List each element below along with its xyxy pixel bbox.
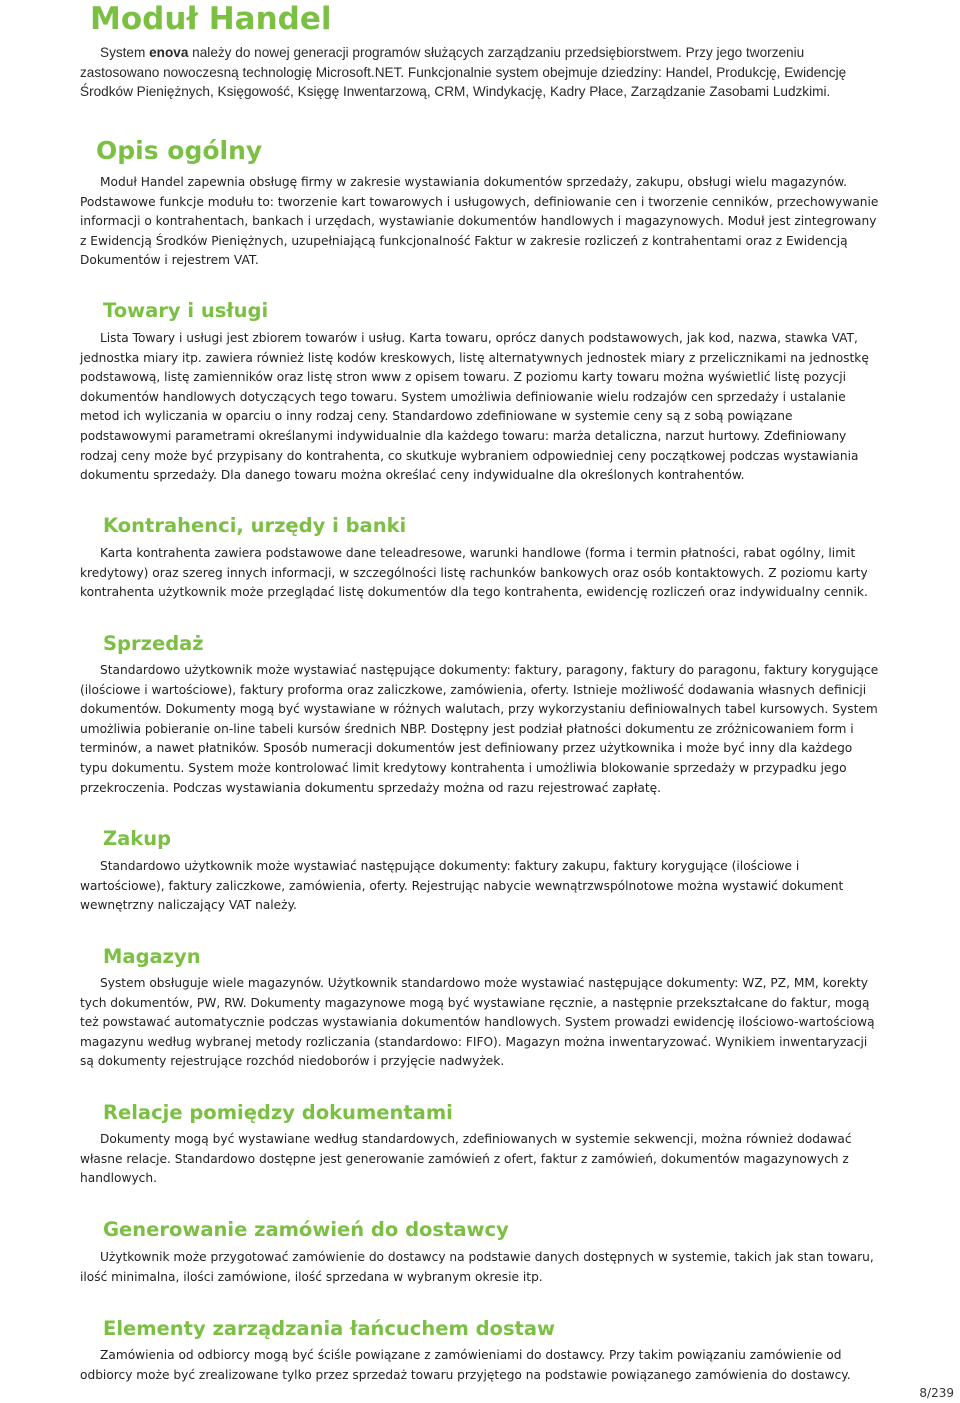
paragraph-magazyn: System obsługuje wiele magazynów. Użytkownik standardowo może wystawiać następujące dokumenty: WZ, PZ, MM, korekty tych dokumentów, PW, RW. Dokumenty magazynowe mogą być wystawiane ręcznie, a następnie przekształcane do faktur, mogą też powstawać automatycznie podczas wystawiania dokumentów handlowych. System prowadzi ewidencję ilościowo-wartościową magazynu według wybranej metody rozliczania (standardowo: FIFO). Magazyn można inwentaryzować. Wynikiem inwentaryzacji są dokumenty rejestrujące rozchód niedoborów i przyjęcie nadwyżek. bbox=[80, 976, 875, 1069]
intro-paragraph bbox=[80, 43, 880, 102]
page-number: 8/239 bbox=[919, 1386, 954, 1400]
heading-elementy-zarzadzania: Elementy zarządzania łańcuchem dostaw bbox=[103, 1317, 556, 1340]
heading-sprzedaz: Sprzedaż bbox=[103, 632, 204, 655]
paragraph-zakup: Standardowo użytkownik może wystawiać następujące dokumenty: faktury zakupu, faktury korygujące (ilościowe i wartościowe), faktury zaliczkowe, zamówienia, oferty. Rejestrując nabycie wewnątrzwspólnotowe można wystawić dokument wewnętrzny naliczający VAT należy. bbox=[80, 859, 844, 913]
intro-text: należy do nowej generacji programów służących zarządzaniu przedsiębiorstwem. Przy jego tworzeniu zastosowano nowoczesną technologię Microsoft.NET. Funkcjonalnie system obejmuje dziedziny: Handel, Produkcję, Ewidencję Środków Pieniężnych, Księgowość, Księgę Inwentarzową, CRM, Windykację, Kadry Płace, Zarządzanie Zasobami Ludzkimi. bbox=[80, 45, 847, 100]
heading-generowanie-zamowien: Generowanie zamówień do dostawcy bbox=[103, 1218, 509, 1241]
paragraph-relacje: Dokumenty mogą być wystawiane według standardowych, zdefiniowanych w systemie sekwencji, można również dodawać własne relacje. Standardowo dostępne jest generowanie zamówień z ofert, faktur z zamówień, dokumentów magazynowych z handlowych. bbox=[80, 1132, 852, 1186]
intro-brand: enova bbox=[149, 45, 189, 60]
paragraph-opis-ogolny: Moduł Handel zapewnia obsługę firmy w zakresie wystawiania dokumentów sprzedaży, zakupu, obsługi wielu magazynów. Podstawowe funkcje modułu to: tworzenie kart towarowych i usługowych, definiowanie cen i tworzenie cenników, przechowywanie informacji o kontrahentach, bankach i urzędach, wystawianie dokumentów handlowych i magazynowych. Moduł jest zintegrowany z Ewidencją Środków Pieniężnych, uzupełniającą funkcjonalność Faktur w zakresie rozliczeń z kontrahentami oraz z Ewidencją Dokumentów i rejestrem VAT. bbox=[80, 175, 879, 268]
heading-magazyn: Magazyn bbox=[103, 945, 201, 968]
heading-relacje: Relacje pomiędzy dokumentami bbox=[103, 1101, 453, 1124]
heading-zakup: Zakup bbox=[103, 827, 172, 850]
heading-towary-i-uslugi: Towary i usługi bbox=[103, 299, 269, 322]
heading-opis-ogolny: Opis ogólny bbox=[96, 136, 263, 165]
intro-prefix: System bbox=[100, 45, 150, 60]
paragraph-towary-i-uslugi: Lista Towary i usługi jest zbiorem towarów i usług. Karta towaru, oprócz danych podstawowych, jak kod, nazwa, stawka VAT, jednostka miary itp. zawiera również listę kodów kreskowych, listę alternatywnych jednostek miary z przelicznikami na jednostkę podstawową, listę zamienników oraz listę stron www z opisem towaru. Z poziomu karty towaru można wyświetlić listę pozycji dokumentów handlowych dotyczących tego towaru. System umożliwia definiowanie wielu rodzajów cen sprzedaży i ustalanie metod ich wyliczania w oparciu o inny rodzaj ceny. Standardowo zdefiniowane w systemie ceny są z sobą powiązane podstawowymi parametrami określanymi indywidualnie dla każdego towaru: marża detaliczna, narzut hurtowy. Zdefiniowany rodzaj ceny może być przypisany do kontrahenta, co skutkuje wybraniem odpowiedniej ceny początkowej podczas wystawiania dokumentu sprzedaży. Dla danego towaru można określać ceny indywidualne dla określonych kontrahentów. bbox=[80, 331, 869, 483]
paragraph-elementy-zarzadzania: Zamówienia od odbiorcy mogą być ściśle powiązane z zamówieniami do dostawcy. Przy takim powiązaniu zamówienie od odbiorcy może być zrealizowane tylko przez sprzedaż towaru przyjętego na podstawie powiązanego zamówienia do dostawcy. bbox=[80, 1348, 851, 1382]
heading-kontrahenci: Kontrahenci, urzędy i banki bbox=[103, 514, 407, 537]
page-title: Moduł Handel bbox=[90, 1, 332, 37]
paragraph-generowanie-zamowien: Użytkownik może przygotować zamówienie do dostawcy na podstawie danych dostępnych w systemie, takich jak stan towaru, ilość minimalna, ilości zamówione, ilość sprzedana w wybranym okresie itp. bbox=[80, 1250, 874, 1284]
paragraph-kontrahenci: Karta kontrahenta zawiera podstawowe dane teleadresowe, warunki handlowe (forma i termin płatności, rabat ogólny, limit kredytowy) oraz szereg innych informacji, w szczególności listę rachunków bankowych oraz osób kontaktowych. Z poziomu karty kontrahenta użytkownik może przeglądać listę dokumentów dla tego kontrahenta, ewidencję rozliczeń oraz indywidualny cennik. bbox=[80, 546, 868, 600]
paragraph-sprzedaz: Standardowo użytkownik może wystawiać następujące dokumenty: faktury, paragony, faktury do paragonu, faktury korygujące (ilościowe i wartościowe), faktury proforma oraz zaliczkowe, zamówienia, oferty. Istnieje możliwość dodawania własnych definicji dokumentów. Dokumenty mogą być wystawiane w różnych walutach, przy wykorzystaniu definiowalnych tabel kursowych. System umożliwia pobieranie on-line tabeli kursów średnich NBP. Dostępny jest podział płatności dokumentu ze zróżnicowaniem form i terminów, a nawet płatników. Sposób numeracji dokumentów jest definiowany przez użytkownika i może być inny dla każdego typu dokumentu. System może kontrolować limit kredytowy kontrahenta i umożliwia blokowanie sprzedaży w przypadku jego przekroczenia. Podczas wystawiania dokumentu sprzedaży można od razu rejestrować zapłatę. bbox=[80, 663, 879, 795]
